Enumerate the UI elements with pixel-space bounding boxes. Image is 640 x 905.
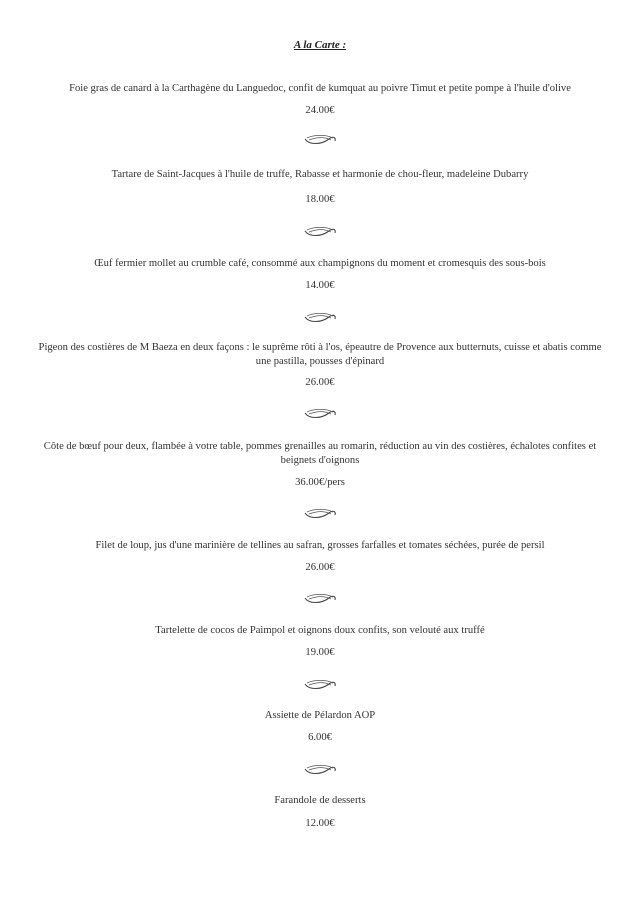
menu-item-price: 19.00€	[305, 647, 335, 658]
ornament-divider-icon	[303, 407, 337, 421]
ornament-divider-icon	[303, 763, 337, 777]
ornament-divider-icon	[303, 678, 337, 692]
menu-item-price: 14.00€	[305, 280, 335, 291]
ornament-divider-icon	[303, 507, 337, 521]
menu-item-description: Assiette de Pélardon AOP	[264, 710, 376, 721]
menu-item-price: 36.00€/pers	[295, 477, 345, 488]
menu-item-description: Côte de bœuf pour deux, flambée à votre table, pommes grenailles au romarin, réduction au vin des costières, échalotes confites et beignets d'oignons	[43, 441, 597, 466]
page-title: A la Carte :	[293, 39, 347, 51]
menu-item-description: Pigeon des costières de M Baeza en deux façons : le suprême rôti à l'os, épeautre de Provence aux butternuts, cuisse et abatis comme une pastilla, pousses d'épinard	[38, 342, 602, 367]
menu-item-price: 24.00€	[305, 105, 335, 116]
ornament-divider-icon	[303, 311, 337, 325]
ornament-divider-icon	[303, 225, 337, 239]
menu-item-price: 26.00€	[305, 562, 335, 573]
ornament-divider-icon	[303, 592, 337, 606]
menu-item-description: Filet de loup, jus d'une marinière de tellines au safran, grosses farfalles et tomates séchées, purée de persil	[95, 540, 545, 551]
menu-item-price: 18.00€	[305, 194, 335, 205]
menu-item-description: Foie gras de canard à la Carthagène du Languedoc, confit de kumquat au poivre Timut et petite pompe à l'huile d'olive	[69, 83, 571, 94]
menu-item-price: 26.00€	[305, 377, 335, 388]
menu-item-description: Tartelette de cocos de Paimpol et oignons doux confits, son velouté aux truffé	[155, 625, 485, 636]
menu-item-description: Tartare de Saint-Jacques à l'huile de truffe, Rabasse et harmonie de chou-fleur, madeleine Dubarry	[111, 169, 529, 180]
menu-item-price: 12.00€	[305, 818, 335, 829]
menu-item-description: Farandole de desserts	[274, 795, 366, 806]
menu-item-description: Œuf fermier mollet au crumble café, consommé aux champignons du moment et cromesquis des sous-bois	[94, 258, 546, 269]
ornament-divider-icon	[303, 133, 337, 147]
menu-item-price: 6.00€	[308, 732, 332, 743]
